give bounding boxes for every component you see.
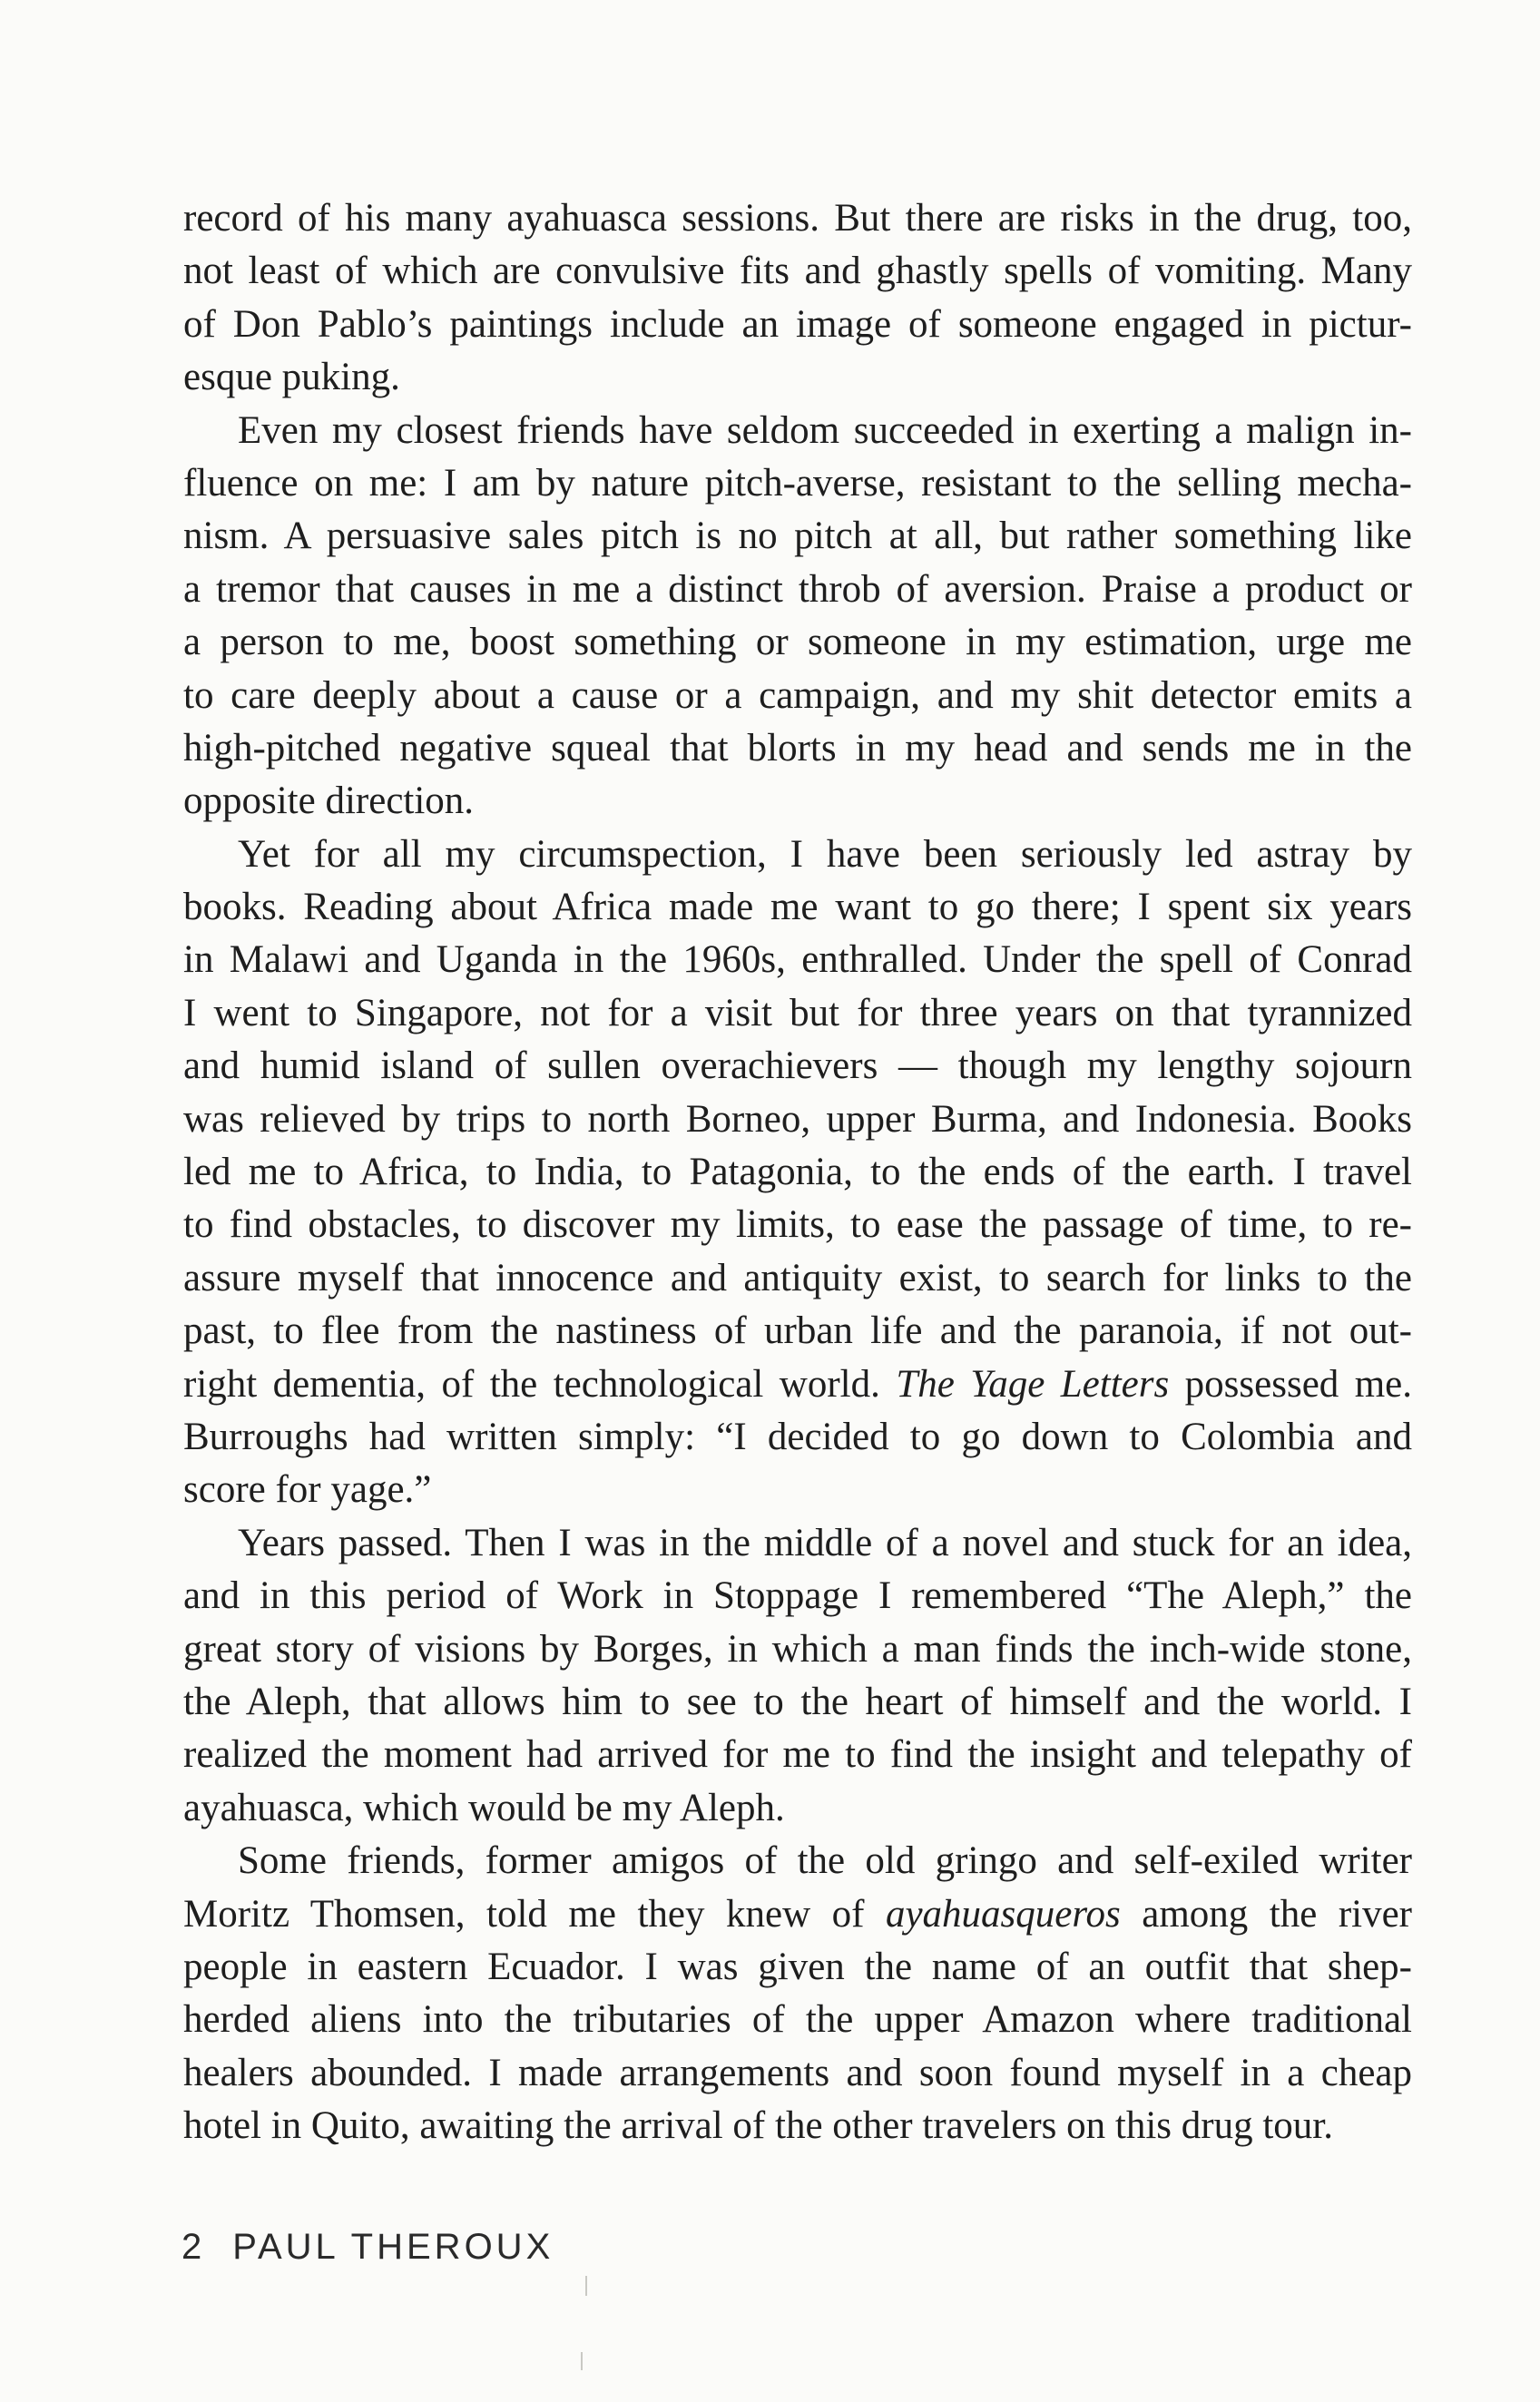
text-run: was relieved by trips to north Borneo, upper Burma, and Indonesia. Books xyxy=(183,1097,1412,1141)
text-line xyxy=(183,934,1412,986)
text-line xyxy=(183,1835,1412,1887)
text-line xyxy=(183,1358,1412,1411)
text-line xyxy=(183,1676,1412,1729)
text-line xyxy=(183,775,1412,828)
text-line xyxy=(183,405,1412,457)
text-run: esque puking. xyxy=(183,356,400,399)
text-run: past, to flee from the nastiness of urban life and the paranoia, if not out- xyxy=(183,1309,1412,1353)
text-line xyxy=(183,1040,1412,1093)
text-run: possessed me. xyxy=(1169,1362,1413,1406)
gutter-mark xyxy=(585,2276,587,2296)
text-run: Moritz Thomsen, told me they knew of xyxy=(183,1892,886,1936)
text-run: books. Reading about Africa made me want to go there; I spent six years xyxy=(183,886,1412,929)
text-run: ayahuasca, which would be my Aleph. xyxy=(183,1786,785,1829)
text-run: realized the moment had arrived for me to find the insight and telepathy of xyxy=(183,1733,1412,1777)
text-run: and humid island of sullen overachievers — though my lengthy sojourn xyxy=(183,1044,1412,1088)
paragraph xyxy=(183,828,1412,1517)
text-run: people in eastern Ecuador. I was given the name of an outfit that shep- xyxy=(183,1945,1412,1988)
text-line xyxy=(183,881,1412,934)
text-line xyxy=(183,987,1412,1040)
text-run: opposite direction. xyxy=(183,779,475,823)
text-run: not least of which are convulsive fits and ghastly spells of vomiting. Many xyxy=(183,250,1412,293)
paragraph xyxy=(183,192,1412,405)
text-line xyxy=(183,1888,1412,1941)
italic-title: ayahuasqueros xyxy=(885,1892,1121,1936)
running-footer-author: PAUL THEROUX xyxy=(232,2227,554,2267)
text-run: led me to Africa, to India, to Patagonia, to the ends of the earth. I travel xyxy=(183,1151,1412,1194)
text-run: a person to me, boost something or someone in my estimation, urge me xyxy=(183,621,1412,664)
text-run: I went to Singapore, not for a visit but for three years on that tyrannized xyxy=(183,991,1412,1034)
text-run: among the river xyxy=(1120,1892,1412,1936)
text-line xyxy=(183,299,1412,351)
text-line xyxy=(183,1093,1412,1146)
text-line xyxy=(183,1517,1412,1570)
text-run: great story of visions by Borges, in which a man finds the inch-wide stone, xyxy=(183,1627,1412,1671)
text-run: record of his many ayahuasca sessions. But there are risks in the drug, too, xyxy=(183,197,1412,240)
text-line xyxy=(183,2047,1412,2100)
text-run: high-pitched negative squeal that blorts in my head and sends me in the xyxy=(183,726,1412,770)
text-line xyxy=(183,192,1412,245)
text-run: fluence on me: I am by nature pitch-averse, resistant to the selling mecha- xyxy=(183,461,1412,505)
text-run: Yet for all my circumspection, I have been seriously led astray by xyxy=(238,832,1412,876)
text-run: nism. A persuasive sales pitch is no pitch at all, but rather something like xyxy=(183,515,1412,558)
paragraph xyxy=(183,1517,1412,1835)
text-line xyxy=(183,1146,1412,1199)
text-line xyxy=(183,1782,1412,1835)
text-line xyxy=(183,1570,1412,1623)
text-run: of Don Pablo’s paintings include an image of someone engaged in pictur- xyxy=(183,302,1412,346)
text-run: hotel in Quito, awaiting the arrival of the other travelers on this drug tour. xyxy=(183,2104,1333,2148)
text-line xyxy=(183,564,1412,616)
gutter-mark xyxy=(581,2352,583,2370)
text-run: score for yage.” xyxy=(183,1468,432,1512)
text-line xyxy=(183,1411,1412,1464)
text-line xyxy=(183,1252,1412,1305)
text-run: to find obstacles, to discover my limits, to ease the passage of time, to re- xyxy=(183,1203,1412,1247)
page-number: 2 xyxy=(181,2227,206,2267)
text-run: Years passed. Then I was in the middle of a novel and stuck for an idea, xyxy=(238,1521,1412,1564)
text-line xyxy=(183,828,1412,881)
text-line xyxy=(183,510,1412,563)
text-line xyxy=(183,1464,1412,1516)
text-run: and in this period of Work in Stoppage I remembered “The Aleph,” the xyxy=(183,1574,1412,1618)
text-run: in Malawi and Uganda in the 1960s, enthralled. Under the spell of Conrad xyxy=(183,938,1412,982)
italic-title: The Yage Letters xyxy=(896,1362,1170,1406)
text-line xyxy=(183,670,1412,722)
text-run: Burroughs had written simply: “I decided to go down to Colombia and xyxy=(183,1415,1412,1458)
text-line xyxy=(183,245,1412,298)
text-run: Even my closest friends have seldom succeeded in exerting a malign in- xyxy=(238,408,1412,452)
paragraph xyxy=(183,405,1412,828)
text-line xyxy=(183,457,1412,510)
text-line xyxy=(183,1305,1412,1358)
text-run: healers abounded. I made arrangements and soon found myself in a cheap xyxy=(183,2051,1412,2094)
text-run: the Aleph, that allows him to see to the heart of himself and the world. I xyxy=(183,1680,1412,1723)
text-line xyxy=(183,1199,1412,1251)
text-run: Some friends, former amigos of the old gringo and self-exiled writer xyxy=(238,1839,1412,1883)
text-line xyxy=(183,722,1412,775)
body-text xyxy=(183,192,1412,2152)
text-line xyxy=(183,1623,1412,1676)
text-line xyxy=(183,616,1412,669)
paragraph xyxy=(183,1835,1412,2152)
text-run: assure myself that innocence and antiquity exist, to search for links to the xyxy=(183,1256,1412,1299)
text-line xyxy=(183,1941,1412,1994)
text-line xyxy=(183,1994,1412,2046)
text-line xyxy=(183,351,1412,404)
text-run: to care deeply about a cause or a campaign, and my shit detector emits a xyxy=(183,673,1412,717)
text-run: herded aliens into the tributaries of the upper Amazon where traditional xyxy=(183,1998,1412,2042)
text-line xyxy=(183,1729,1412,1781)
text-line xyxy=(183,2100,1412,2152)
folio xyxy=(181,2227,554,2268)
text-run: a tremor that causes in me a distinct throb of aversion. Praise a product or xyxy=(183,567,1412,611)
text-run: right dementia, of the technological world. xyxy=(183,1362,897,1406)
